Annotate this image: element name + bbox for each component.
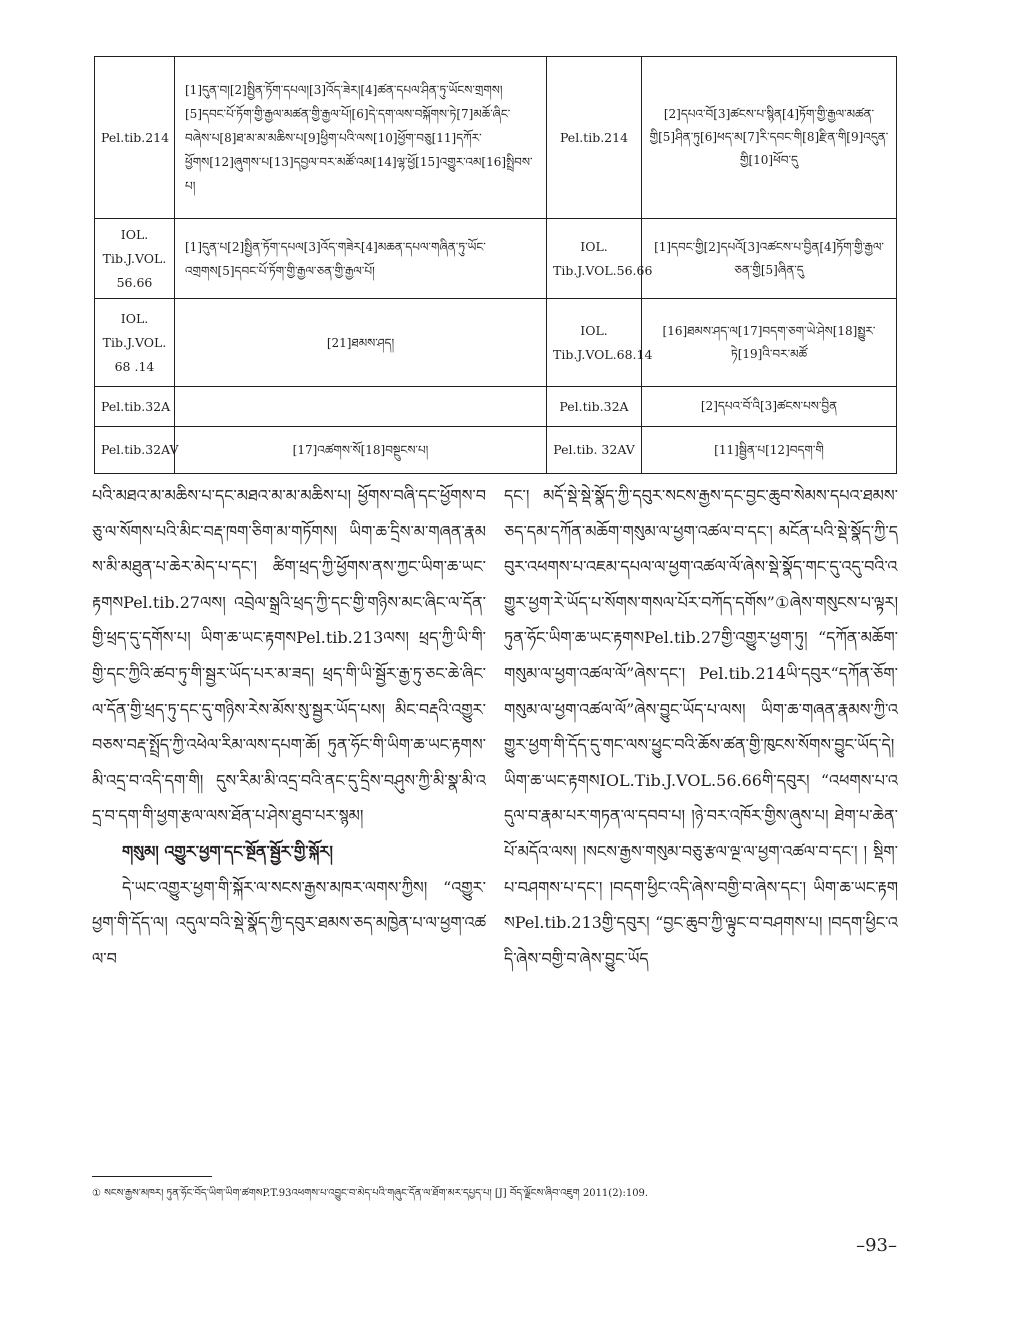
left-variant-readings: [17]འཚགས་སོ[18]བསྔུངས་པ། [175,427,547,474]
right-variant-readings: [2]དཔའ་བོ་འི[3]ཚངས་པས་བྱིན [642,387,897,427]
right-variant-readings: [16]ཐམས་ཤད་ལ[17]བདག་ཅག་ཡེ་ཤེས[18]སྤྱུར་ཏེ[19]འི་བར་མཚོ [642,299,897,387]
left-variant-readings: [1]དུན་བ།[2]སྤྱིན་ཏོག་དཔལ།[3]འོད་ཟེར།[4]ཚན་དཔལ་ཤིན་ཏུ་ཡོངས་གྲགས།[5]དབང་པོ་ཏོག་གྱི་རྒྱལ་མཚན་གྱི་རྒྱལ་པོ།[6]དེ་དག་ལས་བསྐོགས་ཏེ[7]མཆོ་ཞིང་བཞེས་པ[8]ཐ་མ་མ་མཆིས་པ[9]ཕྱིག་པའི་ལས[10]ཕྱོག་བཅུ[11]དཀོར་ཕྱོགས[12]ཞུགས་པ[13]དབྱལ་བར་མཚོ་འམ[14]ལྷ་ཕྱོ[15]འགྱུར་འམ[16]སྤྲིབས་པ། [175,57,547,219]
right-variant-readings: [11]སྦྱིན་པ[12]བདག་གི [642,427,897,474]
left-manuscript-id: Pel.tib.32AV [95,427,175,474]
page-number: –93– [856,1235,897,1256]
table-row [95,427,897,474]
left-variant-readings [175,387,547,427]
table-row [95,387,897,427]
right-variant-readings: [2]དཔའ་བོ[3]ཚངས་པ་སྙིན[4]ཏོག་གྱི་རྒྱལ་མཚན་གྱི[5]ཤིན་ཏུ[6]ཕད་མ[7]རི་དབང་གི[8]རྫིན་གི[9]འདུན་གྱི[10]ཕོབ་དུ [642,57,897,219]
footnote: ① སངས་རྒྱས་མཁར། ཏུན་ཧོང་བོད་ཡིག་ཡིག་ཚགསP.T.93འཕགས་པ་འབྱུང་བ་མེད་པའི་གཞུང་དོན་ལ་ཐོག་མར་དཔྱད་པ། [J] བོད་ལྗོངས་ཞིབ་འཇུག 2011(2):109. [92,1188,649,1199]
right-manuscript-id: IOL. Tib.J.VOL.56.66 [547,219,642,299]
body-paragraph: དེ་ཡང་འགྱུར་ཕྱག་གི་སྐོར་ལ་སངས་རྒྱས་མཁར་ལགས་ཀྱིས། “འགྱུར་ཕྱག་གི་དོད་ལ། འདུལ་བའི་སྡེ་སྣོད་ཀྱི་དབུར་ཐམས་ཅད་མཁྱེན་པ་ལ་ཕྱག་འཚལ་བ [92,877,486,968]
manuscript-comparison-table [94,56,897,474]
section-heading: གསུམ། འགྱུར་ཕྱག་དང་སྔོན་སྦྱོར་གྱི་སྐོར། [122,841,333,861]
left-text-column [92,478,486,1188]
right-manuscript-id: IOL. Tib.J.VOL.68.14 [547,299,642,387]
body-paragraph: པའི་མཐའ་མ་མཆིས་པ་དང་མཐའ་མ་མ་མཆིས་པ། ཕྱོགས་བཞི་དང་ཕྱོགས་བཅུ་ལ་སོགས་པའི་མིང་བརྡ་ཁག་ཅིག་མ་གཏོགས། ཡིག་ཆ་དྲིས་མ་གཞན་རྣམས་མི་མཐུན་པ་ཆེར་མེད་པ་དང་། ཚིག་ཕྲད་ཀྱི་ཕྱོགས་ནས་ཀྱང་ཡིག་ཆ་ཡང་རྟགསPel.tib.27ལས། འབྲེལ་སྒྲའི་ཕྲད་ཀྱི་དང་གྱི་གཉིས་མང་ཞིང་ལ་དོན་གྱི་ཕྲད་དུ་དགོས་པ། ཡིག་ཆ་ཡང་རྟགསPel.tib.213ལས། ཕྲད་ཀྱི་ཡི་གི་གྱི་དང་ཀྱིའི་ཚབ་ཏུ་གི་སྦྱར་ཡོད་པར་མ་ཟད། ཕྲད་གི་ཡི་སྦྱོར་རྒྱ་ཏུ་ཅང་ཆེ་ཞིང་ལ་དོན་གྱི་ཕྲད་ཏུ་དང་དུ་གཉིས་རེས་མོས་སུ་སྦྱར་ཡོད་པས། མིང་བརྡའི་འགྱུར་བཅས་བརྡ་སྤྲོད་ཀྱི་འཕེལ་རིམ་ལས་དཔག་ཆོ། ཏུན་ཧོང་གི་ཡིག་ཆ་ཡང་རྟགས་མི་འདྲ་བ་འདི་དག་གི། དུས་རིམ་མི་འདྲ་བའི་ནང་དུ་དྲིས་བཤུས་ཀྱི་མི་སྣ་མི་འདྲ་བ་དག་གི་ཕྱག་རྩལ་ལས་ཐོན་པ་ཤེས་ཐུབ་པར་སྙམ། [92,486,486,826]
table-row [95,57,897,219]
left-variant-readings: [1]དུན་པ[2]སྤྱིན་ཏོག་དཔལ[3]འོད་གཟེར[4]མཆན་དཔལ་གཞིན་ཏུ་ཡོང་འགྲགས[5]དབང་པོ་ཏོག་གྱི་རྒྱལ་ཅན་གྱི་རྒྱལ་པོ། [175,219,547,299]
left-manuscript-id: IOL. Tib.J.VOL. 68 .14 [95,299,175,387]
left-manuscript-id: IOL. Tib.J.VOL. 56.66 [95,219,175,299]
right-manuscript-id: Pel.tib.32A [547,387,642,427]
table-row [95,299,897,387]
right-variant-readings: [1]དབང་གྱི[2]དཔའོ[3]འཚངས་པ་བྱིན[4]ཏོག་གྱི་རྒྱལ་ཅན་གྱི[5]ཞིན་དུ [642,219,897,299]
left-manuscript-id: Pel.tib.32A [95,387,175,427]
right-manuscript-id: Pel.tib. 32AV [547,427,642,474]
right-manuscript-id: Pel.tib.214 [547,57,642,219]
body-paragraph: དང་། མདོ་སྡེ་སྡེ་སྣོད་ཀྱི་དབུར་སངས་རྒྱས་དང་བྱང་ཆུབ་སེམས་དཔའ་ཐམས་ཅད་དམ་དཀོན་མཆོག་གསུམ་ལ་ཕྱག་འཚལ་བ་དང་། མངོན་པའི་སྡེ་སྣོད་ཀྱི་དབུར་འཕགས་པ་འཇམ་དཔལ་ལ་ཕྱག་འཚལ་ལོ་ཞེས་སྡེ་སྣོད་གང་དུ་འདུ་བའི་འགྱུར་ཕྱག་རེ་ཡོད་པ་སོགས་གསལ་པོར་བཀོད་དགོས”①ཞེས་གསུངས་པ་ལྟར། ཏུན་ཧོང་ཡིག་ཆ་ཡང་རྟགསPel.tib.27གྱི་འགྱུར་ཕྱག་ཏུ། “དཀོན་མཆོག་གསུམ་ལ་ཕྱག་འཚལ་ལོ”ཞེས་དང་། Pel.tib.214ཡི་དབུར“དཀོན་ཅོག་གསུམ་ལ་ཕྱག་འཚལ་ལོ”ཞེས་བྱུང་ཡོད་པ་ལས། ཡིག་ཆ་གཞན་རྣམས་ཀྱི་འགྱུར་ཕྱག་གི་དོད་དུ་གང་ལས་ཕྱུང་བའི་ཆོས་ཚན་གྱི་ཁུངས་སོགས་བྱུང་ཡོད་དེ། ཡིག་ཆ་ཡང་རྟགསIOL.Tib.J.VOL.56.66གི་དབུར། “འཕགས་པ་འདུལ་བ་རྣམ་པར་གཏན་ལ་དབབ་པ། །ཉེ་བར་འཁོར་གྱིས་ཞུས་པ། ཐེག་པ་ཆེན་པོ་མདོའ་ལས། །སངས་རྒྱས་གསུམ་བཅུ་རྩལ་ལྔ་ལ་ཕྱག་འཚལ་བ་དང་། ། སྡིག་པ་བཤགས་པ་དང་། །བདག་ཕྱིང་འདི་ཞེས་བགྱི་བ་ཞེས་དང་། ཡིག་ཆ་ཡང་རྟགསPel.tib.213གྱི་དབུར། “བྱང་ཆུབ་ཀྱི་ལྟུང་བ་བཤགས་པ། །བདག་ཕྱིང་འདི་ཞེས་བགྱི་བ་ཞེས་བྱུང་ཡོད [504,486,898,968]
left-variant-readings: [21]ཐམས་ཤད། [175,299,547,387]
table-row [95,219,897,299]
footnote-divider [92,1176,212,1177]
left-manuscript-id: Pel.tib.214 [95,57,175,219]
right-text-column [504,478,898,1188]
